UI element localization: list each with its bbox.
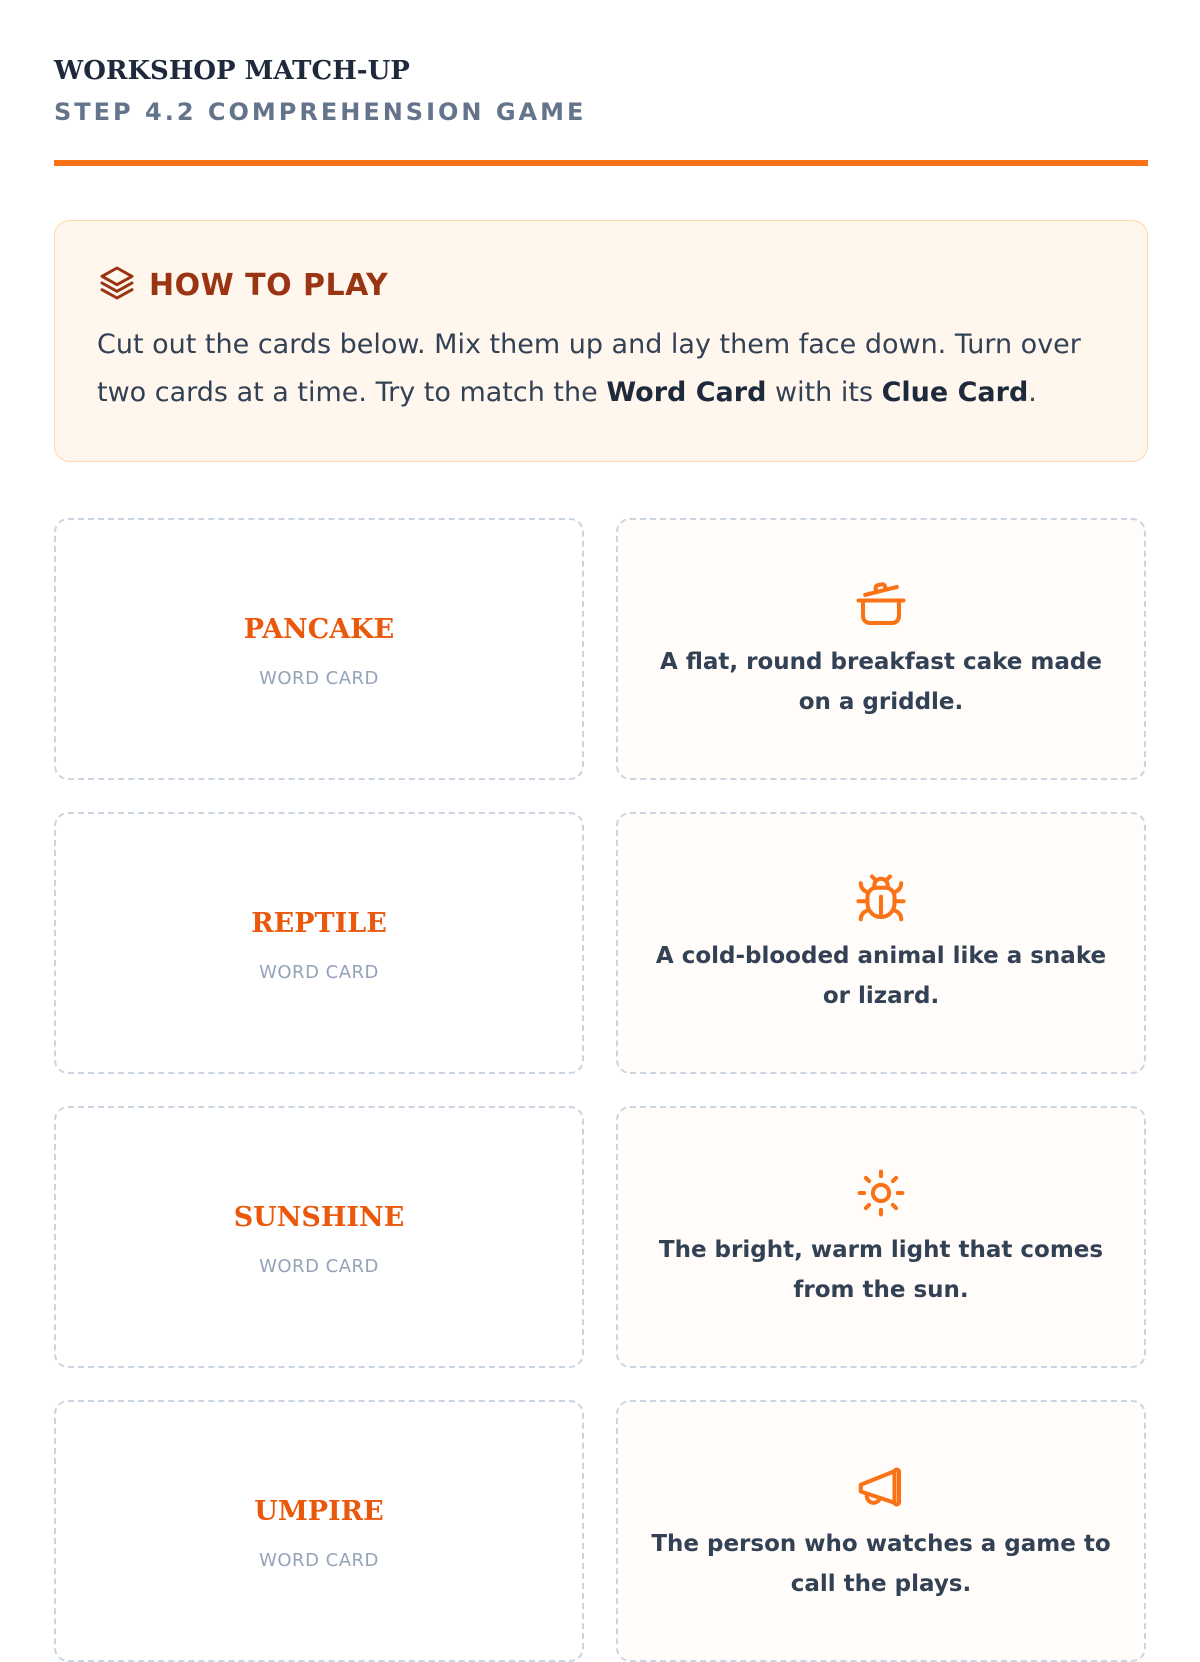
how-to-play-title: HOW TO PLAY: [149, 267, 389, 303]
how-to-play-instructions: [97, 321, 1107, 417]
clue-icon-wrap: [618, 872, 1144, 930]
instructions-text: with its: [766, 377, 882, 408]
instructions-word-card: Word Card: [606, 377, 767, 408]
cooking-pot-icon: [854, 578, 908, 636]
header-divider: [54, 160, 1148, 166]
word-card[interactable]: [54, 812, 584, 1074]
word-card-label: WORD CARD: [259, 1550, 379, 1571]
word-card-word: PANCAKE: [243, 614, 395, 645]
bug-icon: [854, 872, 908, 930]
clue-icon-wrap: [618, 578, 1144, 636]
word-card[interactable]: [54, 518, 584, 780]
page-title: WORKSHOP MATCH-UP: [54, 56, 410, 86]
instructions-clue-card: Clue Card: [881, 377, 1029, 408]
word-card-word: REPTILE: [251, 908, 387, 939]
clue-card[interactable]: [616, 1400, 1146, 1662]
clue-card[interactable]: [616, 1106, 1146, 1368]
word-card-label: WORD CARD: [259, 1256, 379, 1277]
how-to-play-header: [97, 263, 388, 307]
word-card[interactable]: [54, 1400, 584, 1662]
clue-card-text: The bright, warm light that comes from the sun.: [658, 1237, 1104, 1303]
clue-card-text: A cold-blooded animal like a snake or lizard.: [655, 943, 1107, 1009]
clue-icon-wrap: [618, 1460, 1144, 1518]
word-card-word: UMPIRE: [254, 1496, 384, 1527]
page-subtitle: STEP 4.2 COMPREHENSION GAME: [54, 98, 587, 126]
clue-card[interactable]: [616, 812, 1146, 1074]
clue-card[interactable]: [616, 518, 1146, 780]
word-card-label: WORD CARD: [259, 668, 379, 689]
how-to-play-box: [54, 220, 1148, 462]
layers-icon: [97, 263, 149, 307]
sun-icon: [854, 1166, 908, 1224]
word-card-label: WORD CARD: [259, 962, 379, 983]
clue-card-text: A flat, round breakfast cake made on a griddle.: [660, 649, 1102, 715]
word-card[interactable]: [54, 1106, 584, 1368]
megaphone-icon: [854, 1460, 908, 1518]
clue-icon-wrap: [618, 1166, 1144, 1224]
clue-card-text: The person who watches a game to call the plays.: [651, 1531, 1111, 1597]
instructions-text: Cut out the cards below. Mix them up and lay them face down. Turn over two cards at a time. Try to match the: [97, 329, 1081, 408]
instructions-text: .: [1028, 377, 1037, 408]
word-card-word: SUNSHINE: [233, 1202, 405, 1233]
